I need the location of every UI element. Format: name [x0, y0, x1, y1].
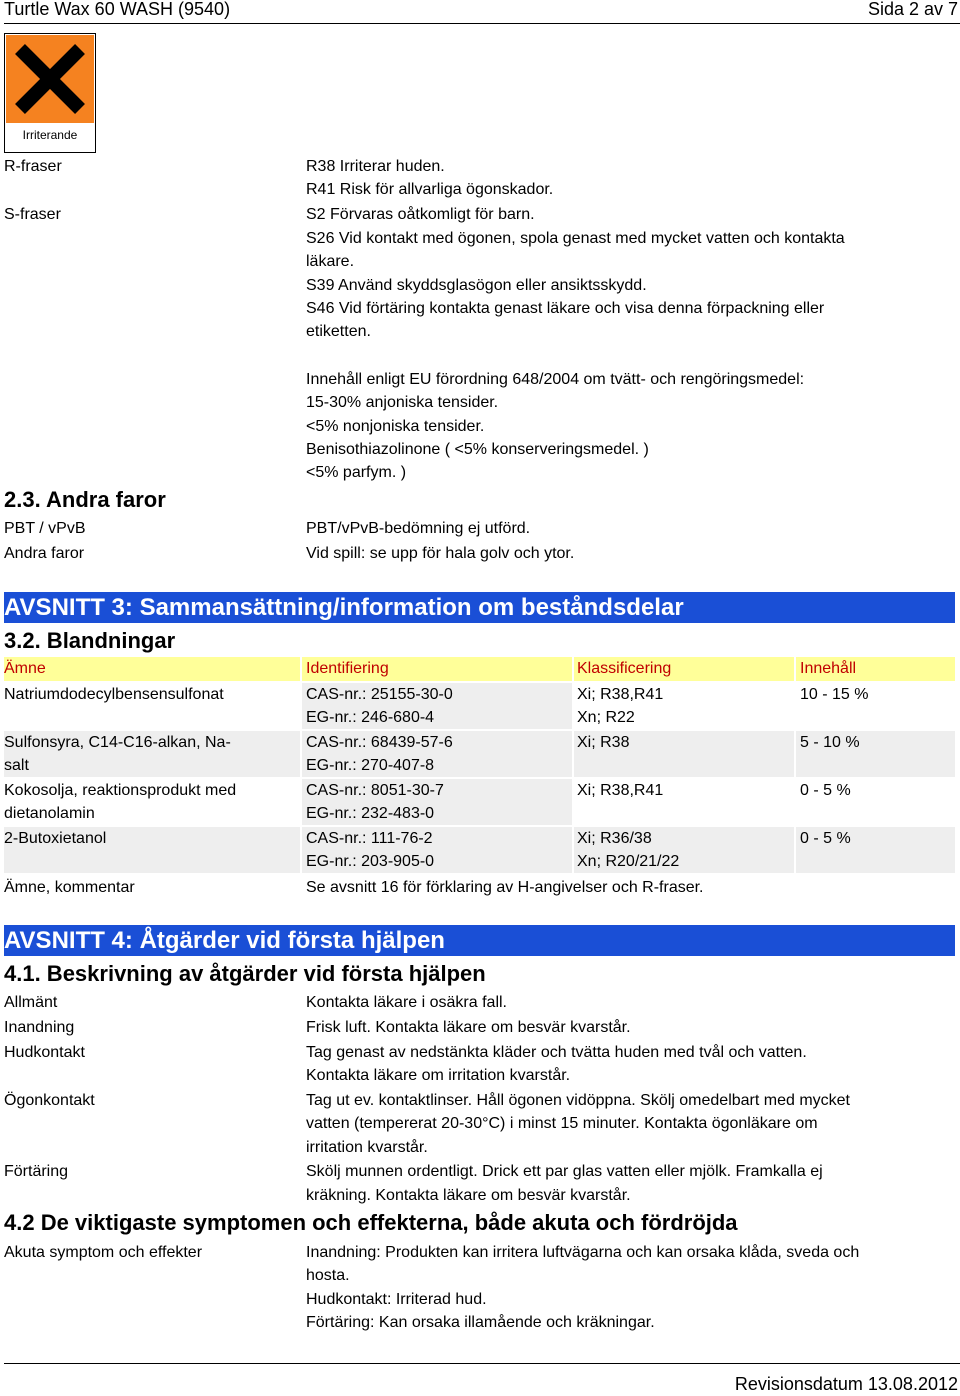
contents-line: <5% parfym. ) [306, 464, 407, 481]
substance-name: salt [4, 757, 29, 774]
other-hazards-label: Andra faror [4, 545, 85, 562]
column-header-content: Innehåll [800, 660, 857, 677]
substance-name: Sulfonsyra, C14-C16-alkan, Na- [4, 734, 231, 751]
section-3-title: AVSNITT 3: Sammansättning/information om beståndsdelar [4, 594, 684, 621]
r-phrases-label: R-fraser [4, 158, 62, 175]
document-title: Turtle Wax 60 WASH (9540) [4, 0, 231, 19]
pictogram-label: Irriterande [22, 128, 78, 142]
column-header-identification: Identifiering [306, 660, 389, 677]
eg-number: EG-nr.: 203-905-0 [306, 853, 435, 870]
first-aid-label-inhalation: Inandning [4, 1019, 75, 1036]
classification: Xi; R36/38 [577, 830, 652, 847]
column-header-cell [302, 657, 572, 681]
first-aid-text: Tag genast av nedstänkta kläder och tvätta huden med tvål och vatten. [306, 1044, 807, 1061]
column-header-classification: Klassificering [577, 660, 672, 677]
other-hazards-value: Vid spill: se upp för hala golv och ytor. [306, 545, 575, 562]
eg-number: EG-nr.: 246-680-4 [306, 709, 435, 726]
subsection-heading-4-2: 4.2 De viktigaste symptomen och effekterna, både akuta och fördröjda [4, 1210, 738, 1235]
s-phrase-line: S2 Förvaras oåtkomligt för barn. [306, 206, 535, 223]
eg-number: EG-nr.: 232-483-0 [306, 805, 435, 822]
substance-name: dietanolamin [4, 805, 95, 822]
column-header-cell [574, 657, 794, 681]
acute-symptoms-text: hosta. [306, 1267, 350, 1284]
acute-symptoms-text: Förtäring: Kan orsaka illamående och kräkningar. [306, 1314, 655, 1331]
contents-line: Innehåll enligt EU förordning 648/2004 om tvätt- och rengöringsmedel: [306, 371, 805, 388]
irritant-pictogram [4, 33, 96, 153]
first-aid-label-skin: Hudkontakt [4, 1044, 85, 1061]
header-rule [4, 23, 960, 24]
first-aid-text: Skölj munnen ordentligt. Drick ett par glas vatten eller mjölk. Framkalla ej [306, 1163, 823, 1180]
irritant-cross-icon [6, 35, 94, 123]
first-aid-text: irritation kvarstår. [306, 1139, 428, 1156]
eg-number: EG-nr.: 270-407-8 [306, 757, 435, 774]
column-header-cell [4, 657, 300, 681]
first-aid-label-general: Allmänt [4, 994, 58, 1011]
content-range: 0 - 5 % [800, 830, 851, 847]
cas-number: CAS-nr.: 25155-30-0 [306, 686, 453, 703]
s-phrase-line: läkare. [306, 253, 355, 270]
s-phrase-line: etiketten. [306, 323, 371, 340]
substance-name: 2-Butoxietanol [4, 830, 107, 847]
r-phrase: R38 Irriterar huden. [306, 158, 445, 175]
column-header-substance: Ämne [4, 660, 46, 677]
pbt-value: PBT/vPvB-bedömning ej utförd. [306, 520, 531, 537]
cas-number: CAS-nr.: 8051-30-7 [306, 782, 444, 799]
section-4-title: AVSNITT 4: Åtgärder vid första hjälpen [4, 927, 445, 954]
acute-symptoms-text: Inandning: Produkten kan irritera luftvägarna och kan orsaka klåda, sveda och [306, 1244, 860, 1261]
content-range: 10 - 15 % [800, 686, 869, 703]
content-range: 0 - 5 % [800, 782, 851, 799]
classification: Xi; R38,R41 [577, 782, 664, 799]
first-aid-label-ingestion: Förtäring [4, 1163, 69, 1180]
content-range: 5 - 10 % [800, 734, 860, 751]
acute-symptoms-label: Akuta symptom och effekter [4, 1244, 203, 1261]
subsection-heading-2-3: 2.3. Andra faror [4, 487, 166, 512]
first-aid-text: Tag ut ev. kontaktlinser. Håll ögonen vidöppna. Skölj omedelbart med mycket [306, 1092, 850, 1109]
classification: Xn; R20/21/22 [577, 853, 680, 870]
page-number: Sida 2 av 7 [867, 0, 958, 19]
substance-comment-label: Ämne, kommentar [4, 879, 135, 896]
substance-name: Kokosolja, reaktionsprodukt med [4, 782, 237, 799]
subsection-heading-3-2: 3.2. Blandningar [4, 628, 176, 653]
revision-date: Revisionsdatum 13.08.2012 [734, 1374, 958, 1394]
substance-name: Natriumdodecylbensensulfonat [4, 686, 224, 703]
contents-line: 15-30% anjoniska tensider. [306, 394, 499, 411]
contents-line: Benisothiazolinone ( <5% konserveringsmedel. ) [306, 441, 649, 458]
substance-comment-value: Se avsnitt 16 för förklaring av H-angivelser och R-fraser. [306, 879, 704, 896]
footer-rule [4, 1363, 960, 1364]
acute-symptoms-text: Hudkontakt: Irriterad hud. [306, 1291, 487, 1308]
cas-number: CAS-nr.: 111-76-2 [306, 830, 433, 847]
first-aid-label-eyes: Ögonkontakt [4, 1092, 95, 1109]
classification: Xi; R38 [577, 734, 630, 751]
first-aid-text: vatten (tempererat 20-30°C) i minst 15 minuter. Kontakta ögonläkare om [306, 1115, 818, 1132]
first-aid-text: Kontakta läkare om irritation kvarstår. [306, 1067, 571, 1084]
s-phrase-line: S26 Vid kontakt med ögonen, spola genast med mycket vatten och kontakta [306, 230, 845, 247]
column-header-cell [796, 657, 955, 681]
cas-number: CAS-nr.: 68439-57-6 [306, 734, 453, 751]
first-aid-text: Kontakta läkare i osäkra fall. [306, 994, 507, 1011]
contents-line: <5% nonjoniska tensider. [306, 418, 485, 435]
pbt-label: PBT / vPvB [4, 520, 86, 537]
r-phrase: R41 Risk för allvarliga ögonskador. [306, 181, 554, 198]
classification: Xi; R38,R41 [577, 686, 664, 703]
first-aid-text: kräkning. Kontakta läkare om besvär kvarstår. [306, 1187, 631, 1204]
subsection-heading-4-1: 4.1. Beskrivning av åtgärder vid första hjälpen [4, 961, 486, 986]
s-phrases-label: S-fraser [4, 206, 61, 223]
s-phrase-line: S46 Vid förtäring kontakta genast läkare och visa denna förpackning eller [306, 300, 825, 317]
classification: Xn; R22 [577, 709, 635, 726]
s-phrase-line: S39 Använd skyddsglasögon eller ansiktsskydd. [306, 277, 647, 294]
first-aid-text: Frisk luft. Kontakta läkare om besvär kvarstår. [306, 1019, 631, 1036]
